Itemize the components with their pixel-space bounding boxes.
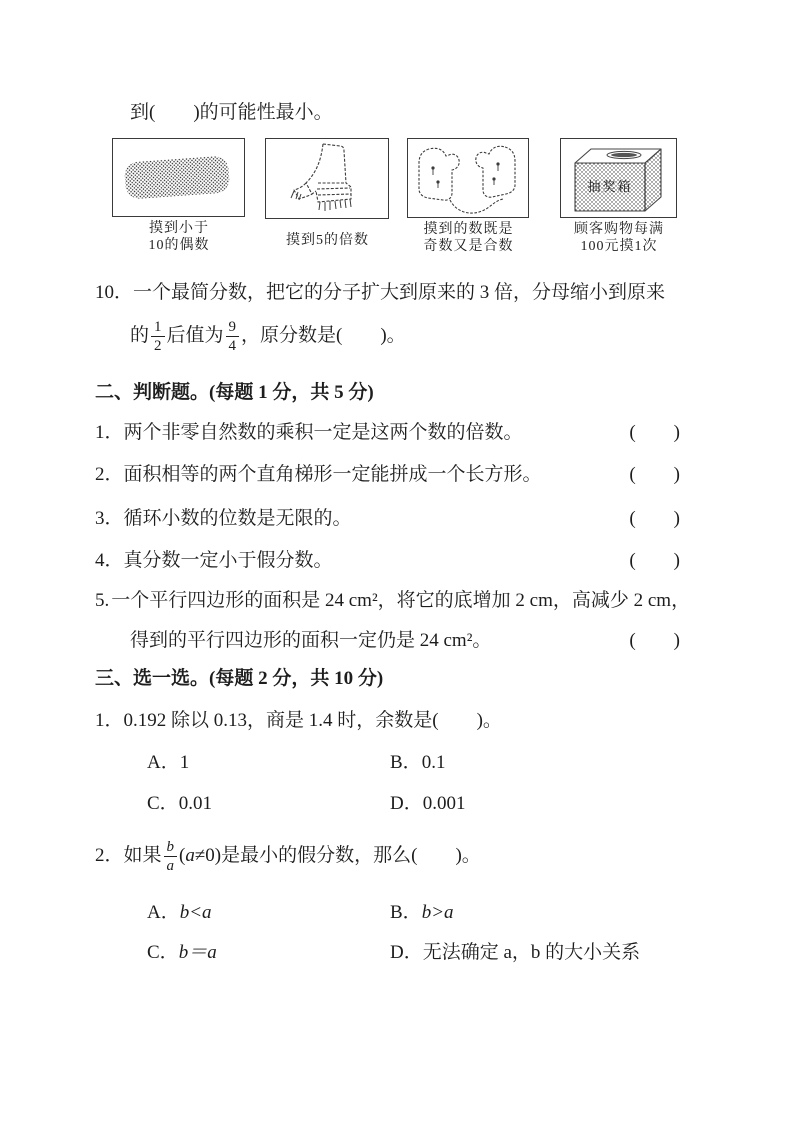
lottery-box-label: 抽奖箱 [587,179,633,194]
question-9-continuation: 到( )的可能性最小。 [130,102,333,123]
item-number: 2． [95,464,124,485]
probability-figure-2 [265,138,390,249]
choice-q2-option-a [147,900,212,926]
judge-item-4 [95,548,680,574]
option-value: 0.01 [178,793,212,814]
fraction-9-4: $\frac{9}{4}$ [226,319,240,354]
option-value: 0.1 [421,752,446,773]
choice-q2-option-d [390,940,640,966]
question-10-line2: 的 $\frac{1}{2}$ 后值为 $\frac{9}{4}$ ，原分数是( )。 [130,318,406,354]
figure-caption: 摸到小于 10的偶数 [148,221,210,253]
item-text: 面积相等的两个直角梯形一定能拼成一个长方形。 [123,464,542,485]
section-choice-title: 三、选一选。(每题 2 分，共 10 分) [95,668,384,689]
item-number: 3． [95,508,124,529]
item-number: 1． [95,422,124,443]
item-text: 真分数一定小于假分数。 [123,550,333,571]
item-text: 循环小数的位数是无限的。 [123,508,352,529]
choice-q1-option-a [147,750,189,776]
option-label: C． [147,793,179,814]
lottery-box-image [560,138,677,218]
answer-blank: ( ) [629,630,680,651]
judge-item-1 [95,420,680,446]
question-number: 1． [95,710,124,731]
probability-figure-4 [560,138,678,255]
hanging-scarf-image [265,138,389,219]
option-value: 1 [179,752,190,773]
judge-item-5-line2 [130,628,680,654]
option-value: 无法确定 a，b 的大小关系 [422,942,641,963]
item-text: 两个非零自然数的乘积一定是这两个数的倍数。 [123,422,523,443]
question-number: 2． [95,845,124,866]
option-label: A． [147,752,180,773]
judge-item-2 [95,462,680,488]
answer-blank: ( ) [629,550,680,571]
question-10-line1: 10．一个最简分数，把它的分子扩大到原来的 3 倍，分母缩小到原来 [95,282,666,303]
section-judge-title: 二、判断题。(每题 1 分，共 5 分) [95,382,374,403]
probability-figure-3 [407,138,530,255]
choice-q2-stem: 2． 如果 $\frac{b}{a}$ ( a ≠0)是最小的假分数，那么( )。 [95,838,481,874]
fraction-1-2: $\frac{1}{2}$ [151,319,165,354]
choice-q2-option-b [390,900,454,926]
option-label: B． [390,902,422,923]
probability-figure-1 [112,138,246,254]
option-value: b＝a [178,942,217,963]
item-text: 一个平行四边形的面积是 24 cm²，将它的底增加 2 cm，高减少 2 cm， [111,590,691,611]
item-text: 得到的平行四边形的面积一定仍是 24 cm²。 [130,630,492,651]
fraction-b-a: $\frac{b}{a}$ [164,839,178,874]
answer-blank: ( ) [629,422,680,443]
option-value: b>a [421,902,454,923]
option-value: 0.001 [422,793,466,814]
answer-blank: ( ) [629,508,680,529]
option-label: A． [147,902,180,923]
judge-item-5-line1 [95,588,690,614]
choice-q1-option-b [390,750,445,776]
choice-q1-stem: 1．0.192 除以 0.13，商是 1.4 时，余数是( )。 [95,710,502,731]
item-number: 5. [95,590,110,611]
figure-caption: 摸到的数既是 奇数又是合数 [423,222,514,254]
choice-q1-option-c [147,791,212,817]
figure-caption: 摸到5的倍数 [286,233,369,248]
option-value: b<a [179,902,212,923]
option-label: D． [390,793,423,814]
choice-q1-option-d [390,791,465,817]
figure-caption: 顾客购物每满 100元摸1次 [574,222,664,254]
option-label: B． [390,752,422,773]
scarf-roll-image [112,138,245,217]
option-label: C． [147,942,179,963]
option-label: D． [390,942,423,963]
question-number: 10． [95,282,134,303]
answer-blank: ( ) [629,464,680,485]
mittens-image [407,138,529,218]
choice-q2-option-c [147,940,217,966]
judge-item-3 [95,506,680,532]
item-number: 4． [95,550,124,571]
